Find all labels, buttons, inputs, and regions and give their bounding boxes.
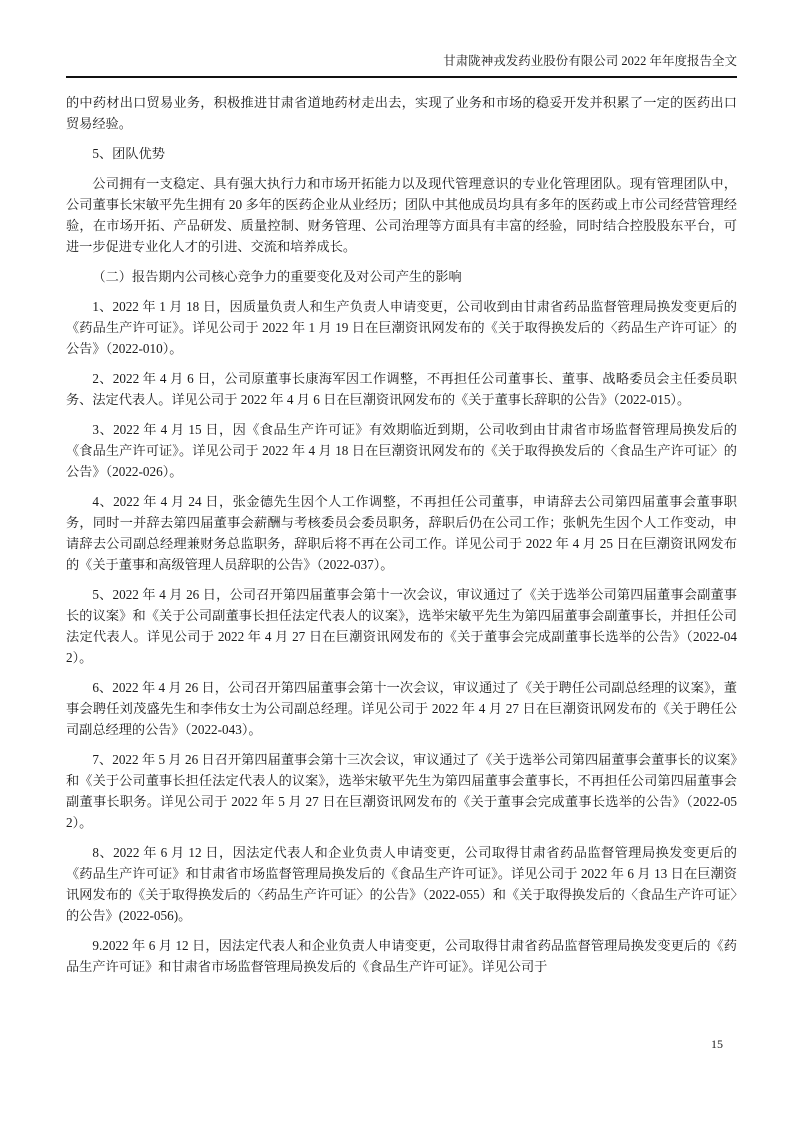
body-paragraph: 9.2022 年 6 月 12 日，因法定代表人和企业负责人申请变更，公司取得甘肃省药品监督管理局换发变更后的《药品生产许可证》和甘肃省市场监督管理局换发后的《食品生产许可证》。详见公司于 bbox=[66, 938, 737, 974]
body-paragraph: 7、2022 年 5 月 26 日召开第四届董事会第十三次会议，审议通过了《关于选举公司第四届董事会董事长的议案》和《关于公司董事长担任法定代表人的议案》，选举宋敏平先生为第四届董事会董事长，不再担任公司第四届董事会副董事长职务。详见公司于 2022 年 5 月 27 日在巨潮资讯网发布的《关于董事会完成董事长选举的公告》（2022-052）。 bbox=[66, 752, 737, 830]
body-paragraph: 公司拥有一支稳定、具有强大执行力和市场开拓能力以及现代管理意识的专业化管理团队。现有管理团队中，公司董事长宋敏平先生拥有 20 多年的医药企业从业经历；团队中其他成员均具有多年的医药或上市公司经营管理经验，在市场开拓、产品研发、质量控制、财务管理、公司治理等方面具有丰富的经验，同时结合控股股东平台，可进一步促进专业化人才的引进、交流和培养成长。 bbox=[66, 176, 737, 254]
document-body bbox=[66, 92, 737, 986]
page-header bbox=[66, 52, 737, 78]
body-paragraph: 2、2022 年 4 月 6 日，公司原董事长康海军因工作调整，不再担任公司董事长、董事、战略委员会主任委员职务、法定代表人。详见公司于 2022 年 4 月 6 日在巨潮资讯网发布的《关于董事长辞职的公告》（2022-015）。 bbox=[66, 371, 737, 407]
page-number: 15 bbox=[711, 1037, 723, 1051]
section-heading-core-competitiveness-changes: （二）报告期内公司核心竞争力的重要变化及对公司产生的影响 bbox=[92, 269, 462, 284]
report-header-title: 甘肃陇神戎发药业股份有限公司 2022 年年度报告全文 bbox=[443, 54, 737, 68]
body-paragraph: 6、2022 年 4 月 26 日，公司召开第四届董事会第十一次会议，审议通过了《关于聘任公司副总经理的议案》，董事会聘任刘茂盛先生和李伟女士为公司副总经理。详见公司于 2022 年 4 月 27 日在巨潮资讯网发布的《关于聘任公司副总经理的公告》（2022-043）。 bbox=[66, 680, 737, 737]
body-paragraph: 5、2022 年 4 月 26 日，公司召开第四届董事会第十一次会议，审议通过了《关于选举公司第四届董事会副董事长的议案》和《关于公司副董事长担任法定代表人的议案》，选举宋敏平先生为第四届董事会副董事长，并担任公司法定代表人。详见公司于 2022 年 4 月 27 日在巨潮资讯网发布的《关于董事会完成副董事长选举的公告》（2022-042）。 bbox=[66, 587, 737, 665]
body-paragraph: 1、2022 年 1 月 18 日，因质量负责人和生产负责人申请变更，公司收到由甘肃省药品监督管理局换发变更后的《药品生产许可证》。详见公司于 2022 年 1 月 19 日在巨潮资讯网发布的《关于取得换发后的〈药品生产许可证〉的公告》（2022-010）。 bbox=[66, 299, 737, 356]
body-paragraph: 的中药材出口贸易业务，积极推进甘肃省道地药材走出去，实现了业务和市场的稳妥开发并积累了一定的医药出口贸易经验。 bbox=[66, 95, 737, 131]
body-paragraph: 3、2022 年 4 月 15 日，因《食品生产许可证》有效期临近到期，公司收到由甘肃省市场监督管理局换发后的《食品生产许可证》。详见公司于 2022 年 4 月 18 日在巨潮资讯网发布的《关于取得换发后的〈食品生产许可证〉的公告》（2022-026）。 bbox=[66, 422, 737, 479]
body-paragraph: 8、2022 年 6 月 12 日，因法定代表人和企业负责人申请变更，公司取得甘肃省药品监督管理局换发变更后的《药品生产许可证》和甘肃省市场监督管理局换发后的《食品生产许可证》。详见公司于 2022 年 6 月 13 日在巨潮资讯网发布的《关于取得换发后的〈药品生产许可证〉的公告》（2022-055）和《关于取得换发后的〈食品生产许可证〉的公告》(2022-056)。 bbox=[66, 845, 737, 923]
section-heading-team-advantage: 5、团队优势 bbox=[92, 146, 165, 161]
body-paragraph: 4、2022 年 4 月 24 日，张金德先生因个人工作调整，不再担任公司董事，申请辞去公司第四届董事会董事职务，同时一并辞去第四届董事会薪酬与考核委员会委员职务，辞职后仍在公司工作；张帆先生因个人工作变动，申请辞去公司副总经理兼财务总监职务，辞职后将不再在公司工作。详见公司于 2022 年 4 月 25 日在巨潮资讯网发布的《关于董事和高级管理人员辞职的公告》（2022-037）。 bbox=[66, 494, 737, 572]
